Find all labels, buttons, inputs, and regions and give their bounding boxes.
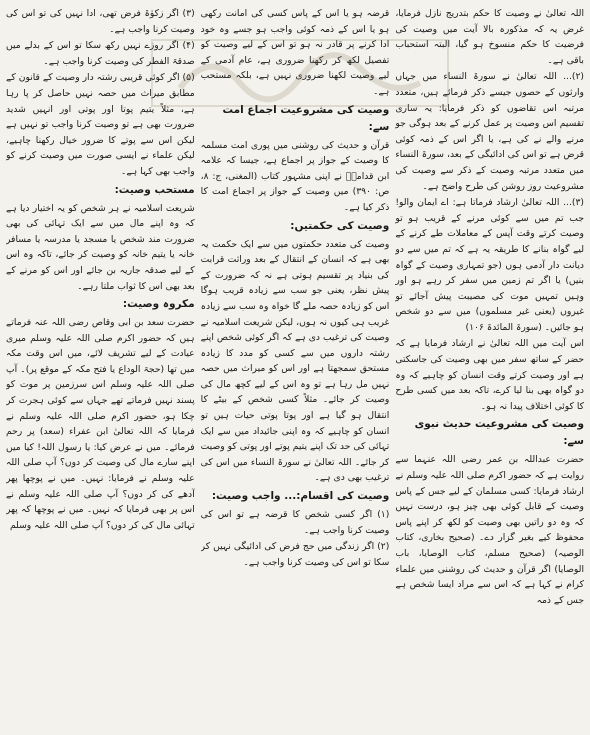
paragraph: وصیت کی متعدد حکمتوں میں سے ایک حکمت یہ بھی ہے کہ انسان کے انتقال کے بعد وراثت قرابت کی بنیاد پر تقسیم ہوتی ہے نہ کہ ضرورت کے پیش نظر، یعنی جو سب سے زیادہ قریب ہوگا اس کو زیادہ حصہ ملے گا خواہ وہ سب سے زیادہ غریب ہی کیوں نہ ہوں، لیکن شریعت اسلامیہ نے وصیت کی ترغیب دی ہے کہ اگر کوئی شخص اپنے رشتہ داروں میں سے کسی کو مدد کا زیادہ مستحق سمجھتا ہے اور اس کو میراث میں حصہ نہیں مل رہا ہے تو وہ اس کے لیے کچھ مال کی وصیت کر جائے۔ مثلاً کسی شخص کے بیٹے کا انتقال ہو گیا ہے اور پوتا پوتی حیات ہیں تو انسان کو چاہیے کہ وہ اپنی جائیداد میں سے ایک تہائی کی حد تک اپنے یتیم پوتے اور پوتی کو وصیت کر جائے۔ اللہ تعالیٰ نے سورۃ النساء میں اس کی ترغیب بھی دی ہے۔ [200, 238, 390, 484]
paragraph: اللہ تعالیٰ نے وصیت کا حکم بتدریج نازل فرمایا، غرض یہ کہ مذکورہ بالا آیت میں وصیت کی فرضیت کا حکم منسوخ ہو گیا، البتہ استحباب باقی ہے۔ [395, 8, 584, 66]
column-left [6, 6, 195, 731]
paragraph: حضرت عبداللہ بن عمر رضی اللہ عنہما سے روایت ہے کہ حضور اکرم صلی اللہ علیہ وسلم نے ارشاد فرمایا: کسی مسلمان کے لیے جس کے پاس وصیت کے قابل کوئی بھی چیز ہو، درست نہیں کہ وہ دو راتیں بھی وصیت کو لکھ کر اپنے پاس محفوظ کیے بغیر گزار دے۔ (صحیح بخاری، کتاب الوصیہ) (صحیح مسلم، کتاب الوصایا، باب الوصایا) اگر قرآن و حدیث کی روشنی میں علماء کرام نے کہا ہے کہ اس سے مراد ایسا شخص ہے جس کے ذمہ [395, 454, 584, 606]
paragraph: (۵) اگر کوئی قریبی رشتہ دار وصیت کے قانون کے مطابق میراث میں حصہ نہیں حاصل کر پا رہا ہے، مثلاً یتیم پوتا اور پوتی اور انہیں شدید ضرورت بھی ہے تو وصیت کرنا واجب تو نہیں ہے لیکن اس سے پوتے کا ضرور خیال رکھنا چاہیے، لیکن علماء نے ایسی صورت میں وصیت کرنے کو واجب بھی کہا ہے۔ [5, 72, 195, 177]
paragraph: (۲)... اللہ تعالیٰ نے سورۃ النساء میں جہاں وارثوں کے حصوں جیسے ذکر فرمائے ہیں، متعدد مرتبہ اس تقاضوں کو ذکر فرمایا: یہ ساری تقسیم اس وصیت پر عمل کرنے کے بعد ہوگی جو مرنے والے نے کی ہے، یا اگر اس کے ذمہ کوئی قرض ہے تو اس کی ادائیگی کے بعد، سورۃ النساء میں متعدد مرتبہ وصیت کے ذکر سے وصیت کی مشروعیت روز روشن کی طرح واضح ہے۔ [395, 71, 584, 192]
paragraph: (۳)... اللہ تعالیٰ ارشاد فرماتا ہے: اے ایمان والو! جب تم میں سے کوئی مرنے کے قریب ہو تو وصیت کرتے وقت آپس کے معاملات طے کرنے کے لیے گواہ بنانے کا طریقہ یہ ہے کہ تم میں سے دو دیانت دار آدمی ہوں (جو تمہاری وصیت کے گواہ بنیں) یا اگر تم زمین میں سفر کر رہے ہو اور وہیں تمہیں موت کی مصیبت پیش آجائے تو غیروں (یعنی غیر مسلموں) میں سے دو شخص ہو جائیں۔ (سورۃ المائدۃ ۱۰۶) [395, 197, 584, 333]
paragraph: اس آیت میں اللہ تعالیٰ نے ارشاد فرمایا ہے کہ حضر کے ساتھ سفر میں بھی وصیت کی جاسکتی ہے اور وصیت کرتے وقت انسان کو چاہیے کہ وہ دو گواہ بھی بنا لیا کرے، تاکہ بعد میں کسی طرح کا کوئی اختلاف پیدا نہ ہو۔ [395, 338, 584, 412]
paragraph: (۲) اگر زندگی میں حج فرض کی ادائیگی نہیں کر سکا تو اس کی وصیت کرنا واجب ہے۔ [200, 541, 390, 568]
paragraph: حضرت سعد بن ابی وقاص رضی اللہ عنہ فرماتے ہیں کہ حضور اکرم صلی اللہ علیہ وسلم میری عیادت کے لیے تشریف لائے، میں اس وقت مکہ میں تھا (حجۃ الوداع یا فتح مکہ کے موقع پر)۔ آپ صلی اللہ علیہ وسلم اس سرزمین پر موت کو پسند نہیں فرماتے تھے جہاں سے کوئی ہجرت کر چکا ہو، حضور اکرم صلی اللہ علیہ وسلم نے فرمایا کہ اللہ تعالیٰ ابن عفراء (سعد) پر رحم فرمائے۔ میں نے عرض کیا: یا رسول اللہ! کیا میں اپنے سارے مال کی وصیت کر دوں؟ آپ صلی اللہ علیہ وسلم نے فرمایا: نہیں۔ میں نے پوچھا پھر آدھے کی کر دوں؟ آپ صلی اللہ علیہ وسلم نے اس پر بھی فرمایا کہ نہیں۔ میں نے پوچھا کہ پھر تہائی مال کی کر دوں؟ آپ صلی اللہ علیہ وسلم [5, 317, 195, 531]
paragraph: (۴) اگر روزے نہیں رکھ سکا تو اس کے بدلے میں صدقۃ الفطر کی وصیت کرنا واجب ہے۔ [5, 40, 195, 67]
section-heading: وصیت کی اقسام:... واجب وصیت: [211, 490, 390, 503]
paragraph: قرآن و حدیث کی روشنی میں پوری امت مسلمہ کا وصیت کے جواز پر اجماع ہے، جیسا کہ علامہ ابن قدامہؒ نے اپنی مشہور کتاب (المغنی، ج: ۸، ص: ۳۹۰) میں وصیت کے جواز پر اجماع امت کا ذکر کیا ہے۔ [200, 139, 390, 213]
column-middle [201, 6, 390, 731]
paragraph: شریعت اسلامیہ نے ہر شخص کو یہ اختیار دیا ہے کہ وہ اپنے مال میں سے ایک تہائی کی بھی ضرورت مند شخص یا مسجد یا مدرسہ یا مسافر خانہ یا یتیم خانہ کو وصیت کر جائے، تاکہ وہ اس کے لیے صدقہ جاریہ بن جائے اور اس کو مرنے کے بعد بھی اس کا ثواب ملتا رہے۔ [5, 202, 195, 292]
section-heading: مکروہ وصیت: [122, 298, 195, 311]
section-heading: وصیت کی حکمتیں: [290, 219, 390, 232]
paragraph: (۳) اگر زکوٰۃ فرض تھی، ادا نہیں کی تو اس کی وصیت کرنا واجب ہے۔ [5, 8, 195, 35]
section-heading: وصیت کی مشروعیت اجماع امت سے: [222, 103, 390, 133]
paragraph: (۱) اگر کسی شخص کا قرضہ ہے تو اس کی وصیت کرنا واجب ہے۔ [200, 509, 390, 536]
section-heading: وصیت کی مشروعیت حدیث نبوی سے: [414, 418, 584, 448]
article-columns [6, 6, 584, 731]
column-right [395, 6, 584, 731]
section-heading: مستحب وصیت: [114, 183, 195, 196]
paragraph: قرضہ ہو یا اس کے پاس کسی کی امانت رکھی ہو یا اس کے ذمہ کوئی واجب ہو جسے وہ خود ادا کرنے پر قادر نہ ہو تو اس کے لیے وصیت کو تفصیل لکھ کر رکھنا ضروری ہے، عام آدمی کے لیے وصیت لکھنا ضروری نہیں ہے، بلکہ مستحب ہے۔ [200, 8, 390, 97]
